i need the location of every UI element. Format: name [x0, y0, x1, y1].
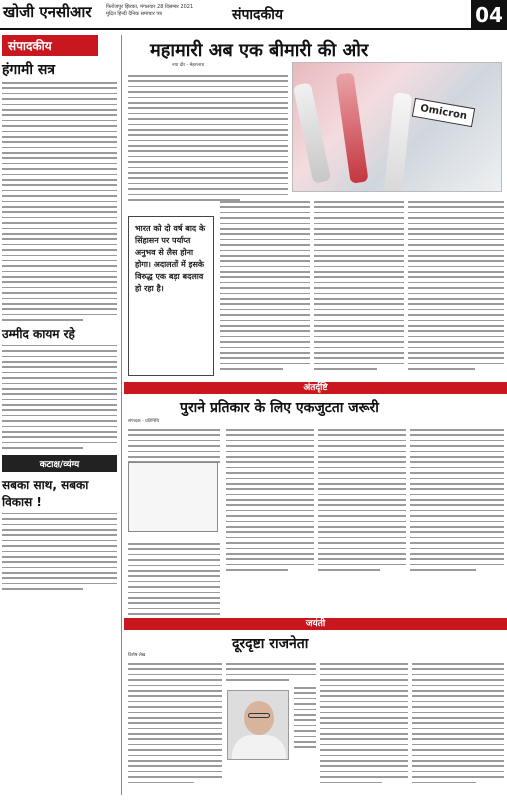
masthead — [0, 0, 507, 30]
main-byline: नया दौर - मेहरानाथ — [172, 63, 205, 68]
left-third-body — [2, 513, 117, 590]
main-article-col-3 — [314, 198, 404, 374]
left-column — [2, 35, 122, 795]
pull-quote-box — [128, 216, 214, 376]
third-article-headline: दूरदृष्टा राजनेता — [232, 636, 309, 652]
third-article-byline: विशेष लेख — [128, 653, 146, 658]
page-number: 04 — [471, 0, 507, 30]
section-title: संपादकीय — [232, 7, 283, 23]
leader-portrait — [227, 690, 289, 760]
second-article-inset — [128, 462, 218, 532]
dateline-subtitle: मुद्रित हिन्दी दैनिक समाचार पत्र — [106, 11, 162, 17]
third-article-col-1 — [128, 660, 222, 787]
second-article-headline: पुराने प्रतिकार के लिए एकजुटता जरूरी — [180, 400, 379, 416]
third-article-col-4 — [412, 660, 504, 787]
omicron-label: Omicron — [412, 98, 476, 127]
left-headline: हंगामी सत्र — [2, 62, 56, 78]
second-article-col-3 — [318, 426, 406, 575]
left-second-headline: उम्मीद कायम रहे — [2, 326, 75, 341]
satire-banner: कटाक्ष/व्यंग्य — [2, 455, 117, 472]
virus-test-photo — [292, 62, 502, 192]
newspaper-brand: खोजी एनसीआर — [3, 3, 92, 21]
pull-quote-text: भारत को दो वर्ष बाद के सिंहासन पर पर्याप्त अनुभव से लैस होना होगा। अदालतों में इसके विरुद्ध एक बड़ा बदलाव हो रहा है। — [135, 224, 206, 293]
dateline — [106, 4, 206, 18]
second-article-col-4 — [410, 426, 504, 575]
main-article-col-1 — [128, 72, 288, 204]
second-article-col-1b — [128, 540, 220, 624]
main-headline: महामारी अब एक बीमारी की ओर — [150, 40, 369, 61]
main-article-col-2 — [220, 198, 310, 374]
editorial-badge: संपादकीय — [2, 35, 98, 56]
third-article-col-2 — [226, 660, 316, 685]
third-article-col-2b — [294, 684, 316, 752]
third-article-col-3 — [320, 660, 408, 787]
section-bar-tribute: जयंती — [124, 618, 507, 630]
left-second-body — [2, 345, 117, 449]
second-article-col-2 — [226, 426, 314, 575]
main-article-col-4 — [408, 198, 504, 374]
left-article-body — [2, 82, 117, 321]
section-bar-insight: अंतर्दृष्टि — [124, 382, 507, 394]
second-article-byline: संपादक - प्रतिनिधि — [128, 419, 159, 424]
dateline-date: फिरोजपुर झिरका, मंगलवार 28 दिसम्बर 2021 — [106, 4, 194, 10]
left-third-headline: सबका साथ, सबका विकास ! — [2, 477, 89, 509]
